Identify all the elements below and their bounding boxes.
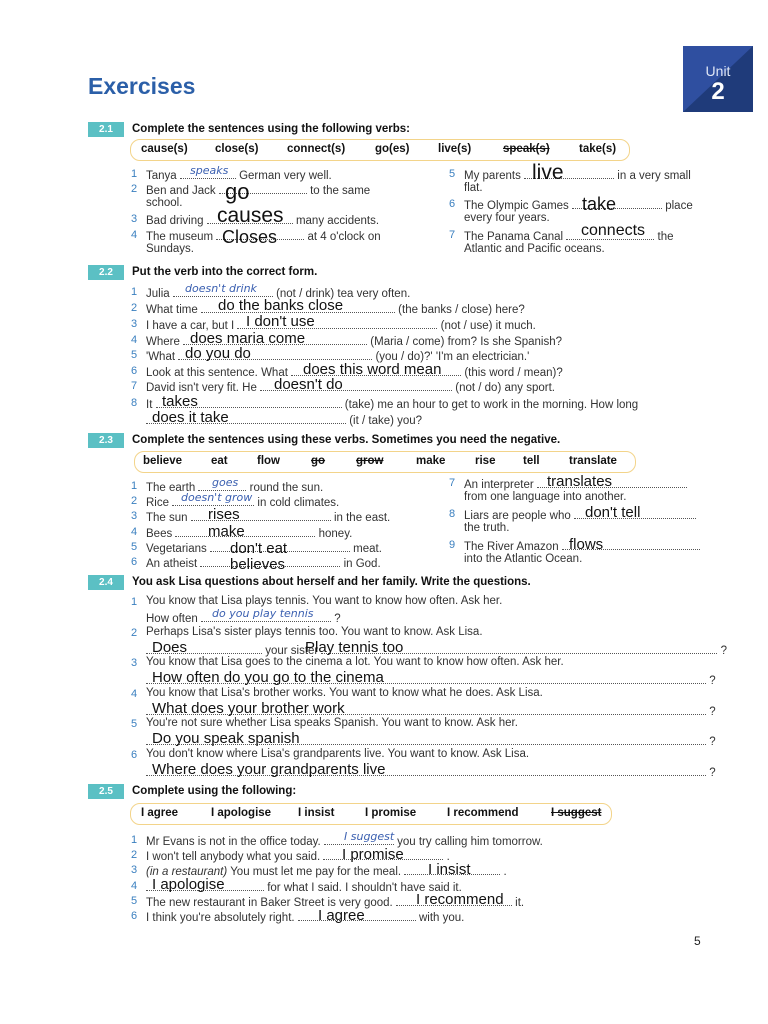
handwritten-answer: takes <box>162 393 198 410</box>
prompt: You're not sure whether Lisa speaks Spanish. You want to know. Ask her. <box>146 717 518 729</box>
item-number: 1 <box>131 834 138 846</box>
answer-line: ? <box>146 764 716 779</box>
item-number: 1 <box>131 168 138 180</box>
sentence: My parents in a very small <box>464 167 691 182</box>
handwritten-answer: go <box>225 179 250 204</box>
word-option: take(s) <box>579 143 617 155</box>
example-answer: speaks <box>190 164 229 177</box>
answer-line: your sister ? <box>146 642 727 657</box>
handwritten-answer: translates <box>547 473 613 490</box>
word-option: I recommend <box>447 807 519 819</box>
sentence: Liars are people who <box>464 507 696 522</box>
sentence: 'What (you / do)?' 'I'm an electrician.' <box>146 348 529 363</box>
sentence: for what I said. I shouldn't have said it. <box>146 879 462 894</box>
sentence: Look at this sentence. What (this word / mean)? <box>146 364 563 379</box>
handwritten-answer: I apologise <box>152 876 225 893</box>
sentence: The Panama Canal the <box>464 228 674 243</box>
sentence: Bees honey. <box>146 525 352 540</box>
exercise-instruction: Complete the sentences using these verbs. Sometimes you need the negative. <box>132 434 561 446</box>
item-number: 3 <box>131 318 138 330</box>
item-number: 5 <box>131 349 138 361</box>
handwritten-answer: Does <box>152 639 188 656</box>
item-number: 1 <box>131 480 138 492</box>
item-number: 4 <box>131 688 138 700</box>
handwritten-answer: flows <box>569 536 604 553</box>
word-option-used: go <box>311 455 326 467</box>
item-number: 2 <box>131 302 138 314</box>
word-option: eat <box>211 455 228 467</box>
sentence: The River Amazon <box>464 538 700 553</box>
item-number: 3 <box>131 657 138 669</box>
word-box <box>134 451 636 473</box>
example-answer: goes <box>212 476 239 489</box>
handwritten-answer: Where does your grandparents live <box>152 761 386 778</box>
word-option: I promise <box>365 807 417 819</box>
exercise-badge: 2.3 <box>88 433 124 448</box>
word-option: make <box>416 455 446 467</box>
handwritten-answer: does this word mean <box>303 361 442 378</box>
handwritten-answer: does it take <box>152 409 229 426</box>
example-answer: doesn't grow <box>181 491 253 504</box>
item-number: 6 <box>131 556 138 568</box>
handwritten-answer: do the banks close <box>218 297 344 314</box>
word-option: flow <box>257 455 280 467</box>
item-number: 7 <box>449 229 456 241</box>
exercise-badge: 2.5 <box>88 784 124 799</box>
sentence: What time (the banks / close) here? <box>146 301 525 316</box>
sentence: The earth round the sun. <box>146 479 323 494</box>
item-number: 1 <box>131 596 138 608</box>
word-option: believe <box>143 455 182 467</box>
sentence: Where (Maria / come) from? Is she Spanish? <box>146 333 562 348</box>
word-option: cause(s) <box>141 143 188 155</box>
word-option: I insist <box>298 807 335 819</box>
sentence: I have a car, but I (not / use) it much. <box>146 317 536 332</box>
sentence-continued: school. <box>146 197 183 209</box>
sentence-continued: into the Atlantic Ocean. <box>464 553 583 565</box>
sentence: The museum at 4 o'clock on <box>146 228 381 243</box>
handwritten-answer: take <box>582 194 617 214</box>
handwritten-answer: I agree <box>318 907 365 924</box>
item-number: 4 <box>131 334 138 346</box>
item-number: 5 <box>131 895 138 907</box>
word-box <box>130 803 612 825</box>
exercise-instruction: Complete the sentences using the following verbs: <box>132 123 410 135</box>
item-number: 4 <box>131 229 138 241</box>
word-option: tell <box>523 455 540 467</box>
answer-line: ? <box>146 672 716 687</box>
sentence: The Olympic Games place <box>464 197 693 212</box>
item-number: 6 <box>131 749 138 761</box>
answer-line: ? <box>146 703 716 718</box>
exercise-instruction: You ask Lisa questions about herself and her family. Write the questions. <box>132 576 531 588</box>
word-option: I agree <box>141 807 179 819</box>
page-number: 5 <box>694 934 701 948</box>
handwritten-answer: causes <box>217 204 284 227</box>
page-title: Exercises <box>88 73 196 99</box>
handwritten-answer: I insist <box>428 861 471 878</box>
handwritten-answer: connects <box>581 222 646 239</box>
unit-number: 2 <box>711 78 725 105</box>
word-box <box>130 139 630 161</box>
handwritten-answer: How often do you go to the cinema <box>152 669 384 686</box>
sentence-continued: (it / take) you? <box>146 412 422 427</box>
sentence: Vegetarians meat. <box>146 540 382 555</box>
sentence-continued: from one language into another. <box>464 491 627 503</box>
prompt: You don't know where Lisa's grandparents live. You want to know. Ask Lisa. <box>146 748 530 760</box>
item-number: 9 <box>449 539 456 551</box>
item-number: 3 <box>131 213 138 225</box>
handwritten-answer: I recommend <box>416 891 504 908</box>
handwritten-answer: I don't use <box>246 313 315 330</box>
word-option: close(s) <box>215 143 259 155</box>
handwritten-answer: doesn't do <box>274 376 343 393</box>
item-number: 2 <box>131 627 138 639</box>
handwritten-answer: Play tennis too <box>305 639 404 656</box>
word-option: live(s) <box>438 143 472 155</box>
word-option: go(es) <box>375 143 410 155</box>
sentence: Rice in cold climates. <box>146 494 339 509</box>
sentence: Mr Evans is not in the office today. you try calling him tomorrow. <box>146 833 543 848</box>
item-number: 8 <box>131 397 138 409</box>
item-number: 7 <box>131 380 138 392</box>
sentence: David isn't very fit. He (not / do) any sport. <box>146 379 555 394</box>
prompt: You know that Lisa plays tennis. You want to know how often. Ask her. <box>146 595 503 607</box>
item-number: 4 <box>131 880 138 892</box>
word-option-used: I suggest <box>551 807 602 819</box>
sentence: Tanya German very well. <box>146 167 332 182</box>
sentence: An atheist in God. <box>146 555 381 570</box>
word-option-used: speak(s) <box>503 143 550 155</box>
unit-badge <box>683 46 753 112</box>
exercise-badge: 2.4 <box>88 575 124 590</box>
handwritten-answer: live <box>532 161 564 184</box>
word-option: I apologise <box>211 807 272 819</box>
answer-line: ? <box>146 733 716 748</box>
sentence: Ben and Jack to the same <box>146 182 370 197</box>
item-number: 1 <box>131 286 138 298</box>
handwritten-answer: What does your brother work <box>152 700 345 717</box>
item-number: 5 <box>131 718 138 730</box>
sentence-continued: Sundays. <box>146 243 194 255</box>
example-answer: I suggest <box>344 830 395 843</box>
word-option: translate <box>569 455 617 467</box>
item-number: 6 <box>131 365 138 377</box>
item-number: 3 <box>131 864 138 876</box>
handwritten-answer: do you do <box>185 345 251 362</box>
sentence: I won't tell anybody what you said. . <box>146 848 450 863</box>
example-answer: doesn't drink <box>185 282 257 295</box>
sentence-continued: flat. <box>464 182 483 194</box>
sentence: The new restaurant in Baker Street is very good. it. <box>146 894 524 909</box>
example-answer: do you play tennis <box>212 607 314 620</box>
handwritten-answer: I promise <box>342 846 404 863</box>
prompt: You know that Lisa goes to the cinema a lot. You want to know how often. Ask her. <box>146 656 564 668</box>
item-number: 5 <box>131 541 138 553</box>
item-number: 2 <box>131 849 138 861</box>
handwritten-answer: Do you speak spanish <box>152 730 300 747</box>
sentence: I think you're absolutely right. with you. <box>146 909 464 924</box>
unit-label: Unit <box>705 63 731 79</box>
sentence: It (take) me an hour to get to work in the morning. How long <box>146 396 638 411</box>
exercise-instruction: Put the verb into the correct form. <box>132 266 318 278</box>
item-number: 2 <box>131 183 138 195</box>
handwritten-answer: does maria come <box>190 330 306 347</box>
handwritten-answer: don't eat <box>230 540 288 557</box>
prompt: You know that Lisa's brother works. You want to know what he does. Ask Lisa. <box>146 687 543 699</box>
item-number: 8 <box>449 508 456 520</box>
sentence: How often ? <box>146 610 341 625</box>
sentence-continued: the truth. <box>464 522 510 534</box>
handwritten-answer: rises <box>208 506 240 523</box>
exercise-badge: 2.1 <box>88 122 124 137</box>
handwritten-answer: Closes <box>222 227 278 247</box>
word-option: connect(s) <box>287 143 346 155</box>
sentence: An interpreter <box>464 476 687 491</box>
sentence-continued: every four years. <box>464 212 550 224</box>
handwritten-answer: believes <box>230 556 286 573</box>
exercise-badge: 2.2 <box>88 265 124 280</box>
word-option: rise <box>475 455 496 467</box>
item-number: 3 <box>131 510 138 522</box>
item-number: 2 <box>131 495 138 507</box>
item-number: 6 <box>131 910 138 922</box>
sentence: Bad driving many accidents. <box>146 212 379 227</box>
item-number: 5 <box>449 168 456 180</box>
item-number: 6 <box>449 198 456 210</box>
sentence-continued: Atlantic and Pacific oceans. <box>464 243 605 255</box>
sentence: Julia (not / drink) tea very often. <box>146 285 410 300</box>
word-option-used: grow <box>356 455 384 467</box>
exercise-instruction: Complete using the following: <box>132 785 297 797</box>
sentence: The sun in the east. <box>146 509 390 524</box>
context-note: (in a restaurant) <box>146 866 228 878</box>
handwritten-answer: don't tell <box>585 504 641 521</box>
sentence: (in a restaurant) You must let me pay for the meal. . <box>146 863 507 878</box>
handwritten-answer: make <box>208 523 245 540</box>
prompt: Perhaps Lisa's sister plays tennis too. You want to know. Ask Lisa. <box>146 626 483 638</box>
item-number: 4 <box>131 526 138 538</box>
item-number: 7 <box>449 477 456 489</box>
